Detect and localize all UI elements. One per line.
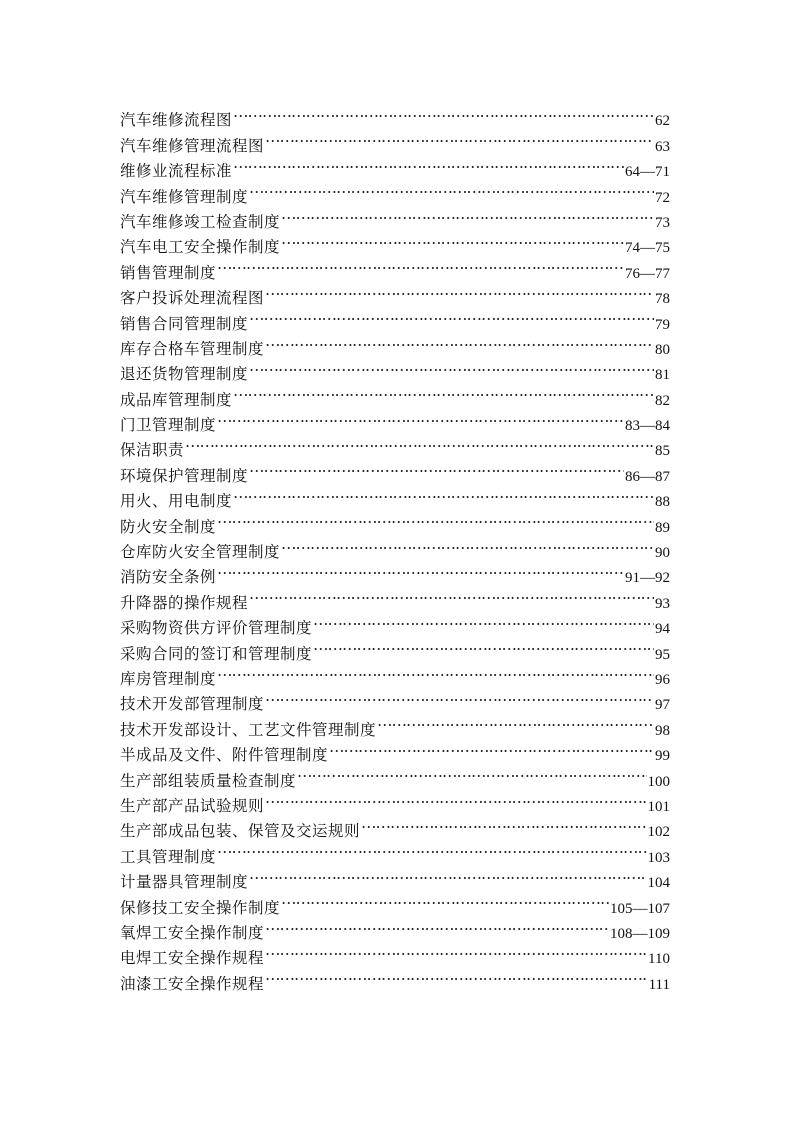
toc-dot-leader <box>281 532 654 557</box>
toc-entry-page-number: 90 <box>655 545 670 562</box>
toc-entry-title: 生产部成品包装、保管及交运规则 <box>120 822 361 841</box>
toc-dot-leader <box>217 659 654 684</box>
toc-dot-leader <box>265 125 654 150</box>
toc-dot-leader <box>217 836 646 861</box>
toc-entry-page-number: 73 <box>655 214 670 231</box>
toc-entry-title: 油漆工安全操作规程 <box>120 974 265 993</box>
toc-entry-page-number: 64—71 <box>625 164 670 181</box>
toc-entry-page-number: 86—87 <box>625 468 670 485</box>
toc-entry-page-number: 83—84 <box>625 418 670 435</box>
toc-entry-title: 汽车维修管理制度 <box>120 187 249 206</box>
toc-dot-leader <box>265 786 646 811</box>
toc-entry-title: 保洁职责 <box>120 441 185 460</box>
toc-entry-title: 库房管理制度 <box>120 669 217 688</box>
toc-entry-title: 汽车维修流程图 <box>120 111 233 130</box>
table-of-contents <box>120 100 670 993</box>
toc-entry-page-number: 110 <box>648 951 670 968</box>
toc-dot-leader <box>281 227 624 252</box>
toc-entry-page-number: 101 <box>647 798 670 815</box>
toc-entry-title: 环境保护管理制度 <box>120 466 249 485</box>
toc-dot-leader <box>217 252 624 277</box>
toc-entry-page-number: 85 <box>655 443 670 460</box>
toc-dot-leader <box>249 176 654 201</box>
toc-entry-page-number: 94 <box>655 621 670 638</box>
toc-dot-leader <box>233 100 654 125</box>
toc-entry-title: 汽车维修竣工检查制度 <box>120 212 281 231</box>
toc-entry-page-number: 81 <box>655 367 670 384</box>
toc-entry-page-number: 72 <box>655 189 670 206</box>
toc-dot-leader <box>217 405 624 430</box>
toc-entry-page-number: 100 <box>647 773 670 790</box>
toc-dot-leader <box>297 760 646 785</box>
toc-dot-leader <box>313 608 654 633</box>
toc-entry-title: 门卫管理制度 <box>120 416 217 435</box>
toc-dot-leader <box>281 887 609 912</box>
toc-dot-leader <box>233 481 654 506</box>
toc-entry-title: 用火、用电制度 <box>120 492 233 511</box>
toc-entry-title: 氧焊工安全操作制度 <box>120 923 265 942</box>
toc-entry-title: 仓库防火安全管理制度 <box>120 543 281 562</box>
toc-dot-leader <box>185 430 654 455</box>
toc-entry-page-number: 89 <box>655 519 670 536</box>
toc-entry-page-number: 76—77 <box>625 265 670 282</box>
toc-entry-page-number: 63 <box>655 138 670 155</box>
toc-entry-title: 销售合同管理制度 <box>120 314 249 333</box>
toc-entry-page-number: 105—107 <box>610 900 670 917</box>
toc-entry-title: 计量器具管理制度 <box>120 873 249 892</box>
toc-dot-leader <box>265 913 609 938</box>
toc-dot-leader <box>233 151 624 176</box>
toc-entry-title: 成品库管理制度 <box>120 390 233 409</box>
toc-entry-page-number: 78 <box>655 291 670 308</box>
toc-entry-page-number: 93 <box>655 595 670 612</box>
toc-entry-page-number: 91—92 <box>625 570 670 587</box>
toc-dot-leader <box>377 709 654 734</box>
toc-entry-title: 保修技工安全操作制度 <box>120 898 281 917</box>
toc-entry-title: 半成品及文件、附件管理制度 <box>120 746 329 765</box>
toc-dot-leader <box>249 582 654 607</box>
toc-entry-title: 汽车电工安全操作制度 <box>120 238 281 257</box>
toc-entry-page-number: 88 <box>655 494 670 511</box>
toc-dot-leader <box>265 938 647 963</box>
toc-entry-page-number: 82 <box>655 392 670 409</box>
toc-dot-leader <box>313 633 654 658</box>
toc-entry-page-number: 104 <box>647 875 670 892</box>
toc-entry-title: 销售管理制度 <box>120 263 217 282</box>
toc-entry-page-number: 99 <box>655 748 670 765</box>
toc-entry-page-number: 80 <box>655 341 670 358</box>
toc-entry-title: 退还货物管理制度 <box>120 365 249 384</box>
toc-entry-title: 库存合格车管理制度 <box>120 339 265 358</box>
toc-entry[interactable] <box>120 455 670 485</box>
toc-dot-leader <box>265 963 648 988</box>
toc-dot-leader <box>265 684 654 709</box>
toc-entry-title: 汽车维修管理流程图 <box>120 136 265 155</box>
toc-entry-title: 客户投诉处理流程图 <box>120 289 265 308</box>
toc-entry-title: 采购合同的签订和管理制度 <box>120 644 313 663</box>
toc-entry-page-number: 103 <box>647 849 670 866</box>
toc-entry-page-number: 79 <box>655 316 670 333</box>
toc-entry-page-number: 102 <box>647 824 670 841</box>
toc-dot-leader <box>233 379 654 404</box>
toc-entry-title: 升降器的操作规程 <box>120 593 249 612</box>
toc-entry-page-number: 98 <box>655 722 670 739</box>
toc-entry-page-number: 96 <box>655 671 670 688</box>
toc-entry-title: 生产部组装质量检查制度 <box>120 771 297 790</box>
toc-dot-leader <box>265 329 654 354</box>
toc-entry-title: 生产部产品试验规则 <box>120 796 265 815</box>
toc-dot-leader <box>249 862 646 887</box>
toc-dot-leader <box>217 506 654 531</box>
toc-dot-leader <box>249 303 654 328</box>
toc-entry-page-number: 108—109 <box>610 925 670 942</box>
toc-entry-title: 技术开发部管理制度 <box>120 695 265 714</box>
toc-entry[interactable] <box>120 100 670 130</box>
toc-entry[interactable] <box>120 430 670 460</box>
toc-entry-page-number: 111 <box>648 976 670 993</box>
toc-entry-title: 防火安全制度 <box>120 517 217 536</box>
toc-dot-leader <box>249 354 654 379</box>
toc-dot-leader <box>361 811 646 836</box>
toc-entry-page-number: 97 <box>655 697 670 714</box>
toc-entry-page-number: 62 <box>655 113 670 130</box>
toc-entry-title: 消防安全条例 <box>120 568 217 587</box>
toc-dot-leader <box>329 735 654 760</box>
toc-entry-page-number: 74—75 <box>625 240 670 257</box>
toc-entry-title: 工具管理制度 <box>120 847 217 866</box>
toc-dot-leader <box>217 557 624 582</box>
toc-entry-title: 电焊工安全操作规程 <box>120 949 265 968</box>
toc-dot-leader <box>281 202 654 227</box>
toc-entry-title: 采购物资供方评价管理制度 <box>120 619 313 638</box>
toc-entry-title: 技术开发部设计、工艺文件管理制度 <box>120 720 377 739</box>
toc-dot-leader <box>265 278 654 303</box>
toc-dot-leader <box>249 455 624 480</box>
toc-entry-page-number: 95 <box>655 646 670 663</box>
toc-entry-title: 维修业流程标准 <box>120 162 233 181</box>
